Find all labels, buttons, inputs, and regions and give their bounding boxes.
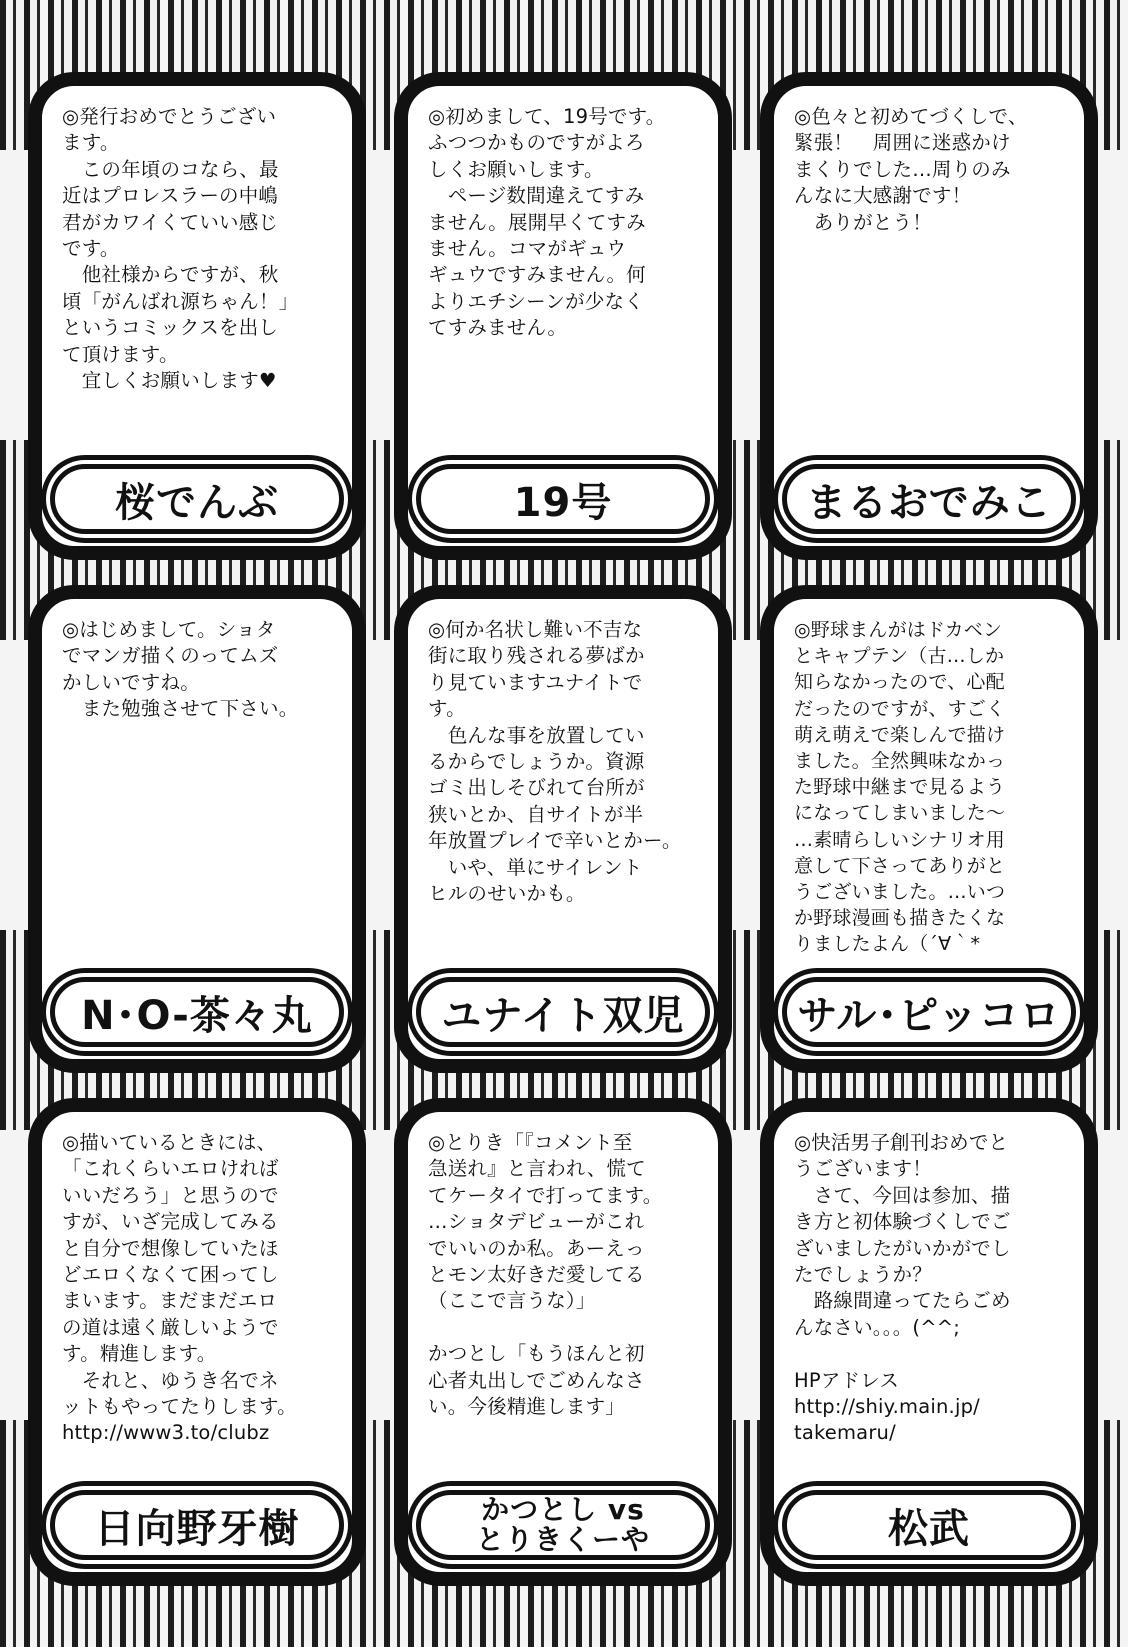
comment-card-maruodemiko xyxy=(760,72,1098,560)
author-nameplate: ユナイト双児 xyxy=(416,977,710,1047)
comment-card-katsutoshi-torikikuya xyxy=(394,1098,732,1586)
comment-text: ◎何か名状し難い不吉な 街に取り残される夢ばか り見ていますユナイトで す。 色んな事を放置してい るからでしょうか。資源 ゴミ出しそびれて台所が 狭いとか、自サイトが半 年放置プレイで辛いとかー。 いや、単にサイレント ヒルのせいかも。 xyxy=(428,618,682,906)
author-nameplate: 桜でんぶ xyxy=(50,464,344,534)
author-name-line-2: とりきくーや xyxy=(475,1523,650,1556)
author-nameplate: 19号 xyxy=(416,464,710,534)
author-nameplate: 日向野牙樹 xyxy=(50,1490,344,1560)
author-nameplate: まるおでみこ xyxy=(782,464,1076,534)
comment-card-matsutake xyxy=(760,1098,1098,1586)
author-nameplate: N･O-茶々丸 xyxy=(50,977,344,1047)
author-nameplate: サル･ピッコロ xyxy=(782,977,1076,1047)
comment-card-19go xyxy=(394,72,732,560)
comment-text: ◎とりき「『コメント至 急送れ』と言われ、慌て てケータイで打ってます。 …ショタデビューがこれ でいいのか私。あーえっ とモン太好きだ愛してる （ここで言うな）」 かつとし「もうほんと初 心者丸出しでごめんなさ い。今後精進します」 xyxy=(428,1131,663,1419)
comment-text: ◎はじめまして。ショタ でマンガ描くのってムズ かしいですね。 また勉強させて下さい。 xyxy=(62,618,299,721)
comment-text: ◎初めまして、19号です。 ふつつかものですがよろ しくお願いします。 ページ数間違えてすみ ません。展開早くてすみ ません。コマがギュウ ギュウですみません。何 よりエチシーンが少なく てすみません。 xyxy=(428,105,666,340)
comment-text: ◎快活男子創刊おめでと うございます！ さて、今回は参加、描 き方と初体験づくしでご ざいましたがいかがでし たでしょうか？ 路線間違ってたらごめ んなさい。。。(^^; HPアドレス http://shiy.main.jp/ takemaru/ xyxy=(794,1131,1011,1445)
comment-text: ◎野球まんがはドカベン とキャプテン（古…しか 知らなかったので、心配 だったのですが、すごく 萌え萌えで楽しんで描け ました。全然興味なかっ た野球中継まで見るよう になってしまいました～ …素晴らしいシナリオ用 意して下さってありがと うございました。…いつ か野球漫画も描きたくな りましたよん（´∀｀* xyxy=(794,619,1006,956)
comment-text: ◎描いているときには、 「これくらいエロければ いいだろう」と思うので すが、いざ完成してみる と自分で想像していたほ どエロくなくて困ってし まいます。まだまだエロ の道は遠く厳しいようで す。精進します。 それと、ゆうき名でネ ットもやってたりします。 http://www3.to/clubz xyxy=(62,1131,297,1445)
author-nameplate xyxy=(416,1490,710,1560)
comment-text: ◎色々と初めてづくしで、 緊張！ 周囲に迷惑かけ まくりでした…周りのみ んなに大感謝です！ ありがとう！ xyxy=(794,105,1028,234)
comment-card-saru-piccolo xyxy=(760,585,1098,1073)
author-nameplate: 松武 xyxy=(782,1490,1076,1560)
comment-text: ◎発行おめでとうござい ます。 この年頃のコなら、最 近はプロレスラーの中嶋 君がカワイくていい感じ です。 他社様からですが、秋 頃「がんばれ源ちゃん！」 というコミックスを出し て頂けます。 宜しくお願いします♥ xyxy=(62,105,299,393)
comment-card-hyugano-gaju xyxy=(28,1098,366,1586)
comment-card-sakura-denbu xyxy=(28,72,366,560)
author-name-line-1: かつとし vs xyxy=(481,1493,645,1526)
comment-card-unite-souji xyxy=(394,585,732,1073)
comment-card-no-chachamaru xyxy=(28,585,366,1073)
